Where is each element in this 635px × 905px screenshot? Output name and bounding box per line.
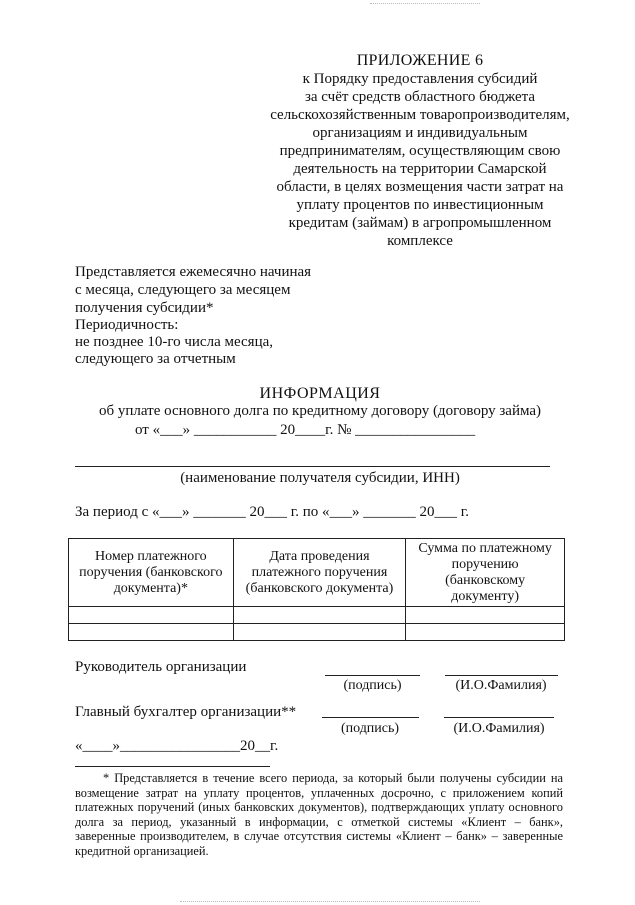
table-cell	[233, 607, 406, 624]
table-cell	[69, 607, 234, 624]
payment-orders-table	[68, 538, 565, 641]
document-subtitle: об уплате основного долга по кредитному договору (договору займа)	[98, 403, 542, 419]
appendix-line: предпринимателям, осуществляющим свою	[279, 143, 561, 159]
recipient-caption: (наименование получателя субсидии, ИНН)	[180, 470, 460, 486]
appendix-line: организациям и индивидуальным	[312, 125, 528, 141]
table-row	[69, 607, 565, 624]
appendix-line: сельскохозяйственным товаропроизводителям,	[270, 107, 570, 123]
submission-line: Представляется ежемесячно начиная	[75, 264, 312, 280]
head-signature-label: Руководитель организации	[75, 659, 247, 675]
accountant-signature-caption: (подпись)	[340, 721, 400, 736]
table-cell	[406, 624, 565, 641]
submission-line: не позднее 10-го числа месяца,	[75, 334, 274, 350]
table-header-cell: Сумма по платежному поручению (банковскому документу)	[406, 539, 565, 607]
table-row	[69, 624, 565, 641]
signature-date-line: «____»________________20__г.	[75, 738, 279, 754]
contract-date-number-line: от «___» ___________ 20____г. № ________________	[135, 422, 476, 438]
accountant-signature-label: Главный бухгалтер организации**	[75, 704, 297, 720]
appendix-title: ПРИЛОЖЕНИЕ 6	[356, 52, 484, 69]
appendix-line: комплексе	[387, 233, 453, 249]
head-signature-line	[325, 675, 420, 676]
table-header-row	[69, 539, 565, 607]
head-name-caption: (И.О.Фамилия)	[455, 678, 547, 693]
appendix-line: к Порядку предоставления субсидий	[302, 71, 538, 87]
submission-line: следующего за отчетным	[75, 351, 236, 367]
head-name-line	[445, 675, 558, 676]
recipient-name-line	[75, 466, 550, 467]
submission-line: получения субсидии*	[75, 300, 214, 316]
period-line: За период с «___» _______ 20___ г. по «___» _______ 20___ г.	[75, 504, 469, 520]
appendix-line: кредитам (займам) в агропромышленном	[288, 215, 552, 231]
appendix-line: уплату процентов по инвестиционным	[296, 197, 544, 213]
scan-artifact-top	[370, 3, 480, 4]
table-cell	[233, 624, 406, 641]
footnote-separator	[75, 766, 270, 767]
table-cell	[406, 607, 565, 624]
footnote	[75, 771, 563, 859]
accountant-name-line	[444, 717, 554, 718]
submission-line: Периодичность:	[75, 317, 179, 333]
head-signature-caption: (подпись)	[343, 678, 402, 693]
scan-artifact-bottom	[180, 901, 480, 902]
appendix-line: деятельность на территории Самарской	[293, 161, 547, 177]
table-header-cell: Номер платежного поручения (банковского документа)*	[69, 539, 234, 607]
submission-line: с месяца, следующего за месяцем	[75, 282, 291, 298]
accountant-signature-line	[322, 717, 419, 718]
table-cell	[69, 624, 234, 641]
footnote-text: * Представляется в течение всего периода, за который были получены субсидии на возмещение затрат на уплату процентов, уплаченных досрочно, с приложением копий платежных поручений (иных банковских документов), подтверждающих уплату основного долга за период, указанный в информации, с отметкой системы «Клиент – банк», заверенные производителем, в случае отсутствия системы «Клиент – банк» – заверенные кредитной организацией.	[75, 771, 563, 858]
appendix-line: области, в целях возмещения части затрат на	[276, 179, 564, 195]
table-header-cell: Дата проведения платежного поручения (банковского документа)	[233, 539, 406, 607]
appendix-line: за счёт средств областного бюджета	[304, 89, 536, 105]
accountant-name-caption: (И.О.Фамилия)	[453, 721, 545, 736]
document-title: ИНФОРМАЦИЯ	[259, 385, 381, 402]
